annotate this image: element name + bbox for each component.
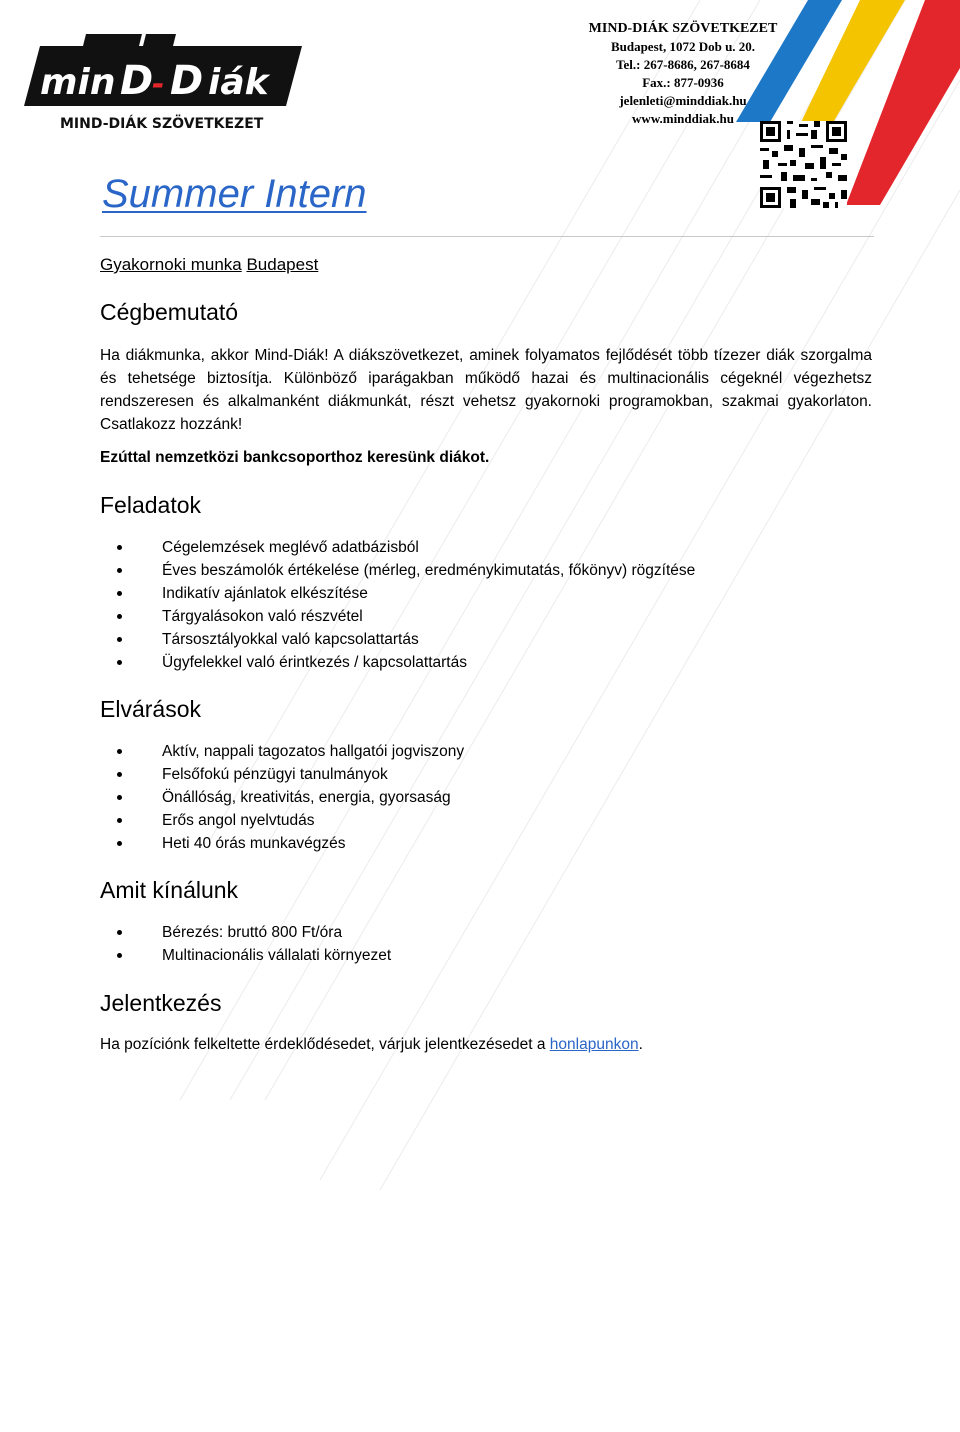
apply-paragraph — [100, 1036, 643, 1054]
list-item: Felsőfokú pénzügyi tanulmányok — [100, 763, 860, 786]
list-item: Heti 40 órás munkavégzés — [100, 832, 860, 855]
location-link[interactable]: Budapest — [246, 255, 319, 274]
list-item: Ügyfelekkel való érintkezés / kapcsolattartás — [100, 651, 860, 674]
company-address: Budapest, 1072 Dob u. 20. — [610, 39, 756, 54]
requirements-list — [100, 740, 860, 855]
offers-list — [100, 921, 860, 967]
company-fax: Fax.: 877-0936 — [642, 75, 724, 90]
list-item: Cégelemzések meglévő adatbázisból — [100, 536, 860, 559]
company-contact — [578, 20, 788, 128]
company-website: www.minddiak.hu — [632, 111, 734, 126]
list-item: Bérezés: bruttó 800 Ft/óra — [100, 921, 860, 944]
apply-end: . — [638, 1036, 643, 1053]
apply-text: Ha pozíciónk felkeltette érdeklődésedet, várjuk jelentkezésedet a — [100, 1036, 546, 1053]
company-name: MIND-DIÁK SZÖVETKEZET — [588, 21, 778, 36]
list-item: Tárgyalásokon való részvétel — [100, 605, 860, 628]
job-categories — [100, 255, 318, 275]
website-link[interactable]: honlapunkon — [549, 1036, 639, 1053]
logo-tagline: MIND-DIÁK SZÖVETKEZET — [60, 116, 264, 132]
list-item: Erős angol nyelvtudás — [100, 809, 860, 832]
list-item: Aktív, nappali tagozatos hallgatói jogviszony — [100, 740, 860, 763]
section-heading-offers: Amit kínálunk — [100, 877, 239, 903]
section-heading-requirements: Elvárások — [100, 696, 201, 722]
svg-text:min: min — [40, 62, 116, 103]
section-heading-apply: Jelentkezés — [100, 990, 222, 1016]
qr-code — [760, 121, 847, 208]
list-item: Társosztályokkal való kapcsolattartás — [100, 628, 860, 651]
company-email: jelenleti@minddiak.hu — [619, 93, 747, 108]
svg-text:D: D — [120, 58, 154, 104]
list-item: Önállóság, kreativitás, energia, gyorsaság — [100, 786, 860, 809]
svg-text:D: D — [170, 58, 204, 104]
list-item: Multinacionális vállalati környezet — [100, 944, 860, 967]
list-item: Indikatív ajánlatok elkészítése — [100, 582, 860, 605]
title-divider — [100, 236, 874, 237]
svg-text:iák: iák — [208, 62, 269, 103]
category-link[interactable]: Gyakornoki munka — [100, 255, 242, 274]
company-phone: Tel.: 267-8686, 267-8684 — [616, 57, 750, 72]
intro-text: Ha diákmunka, akkor Mind-Diák! A diákszövetkezet, aminek folyamatos fejlődését több tízezer diák szorgalma és tehetsége biztosítja. Különböző iparágakban működő hazai és multinacionális cégeknél végezhetsz rendszeresen és alkalmanként diákmunkát, részt vehetsz gyakornoki programokban, szakmai gyakorlaton. Csatlakozz hozzánk! — [100, 347, 872, 433]
section-heading-intro: Cégbemutató — [100, 299, 239, 325]
svg-text:-: - — [152, 67, 165, 102]
section-heading-tasks: Feladatok — [100, 492, 202, 518]
page-title: Summer Intern — [102, 172, 367, 216]
list-item: Éves beszámolók értékelése (mérleg, eredménykimutatás, főkönyv) rögzítése — [100, 559, 860, 582]
tasks-list — [100, 536, 860, 674]
minddiak-logo — [24, 28, 308, 134]
intro-highlight: Ezúttal nemzetközi bankcsoporthoz keresünk diákot. — [100, 449, 490, 466]
